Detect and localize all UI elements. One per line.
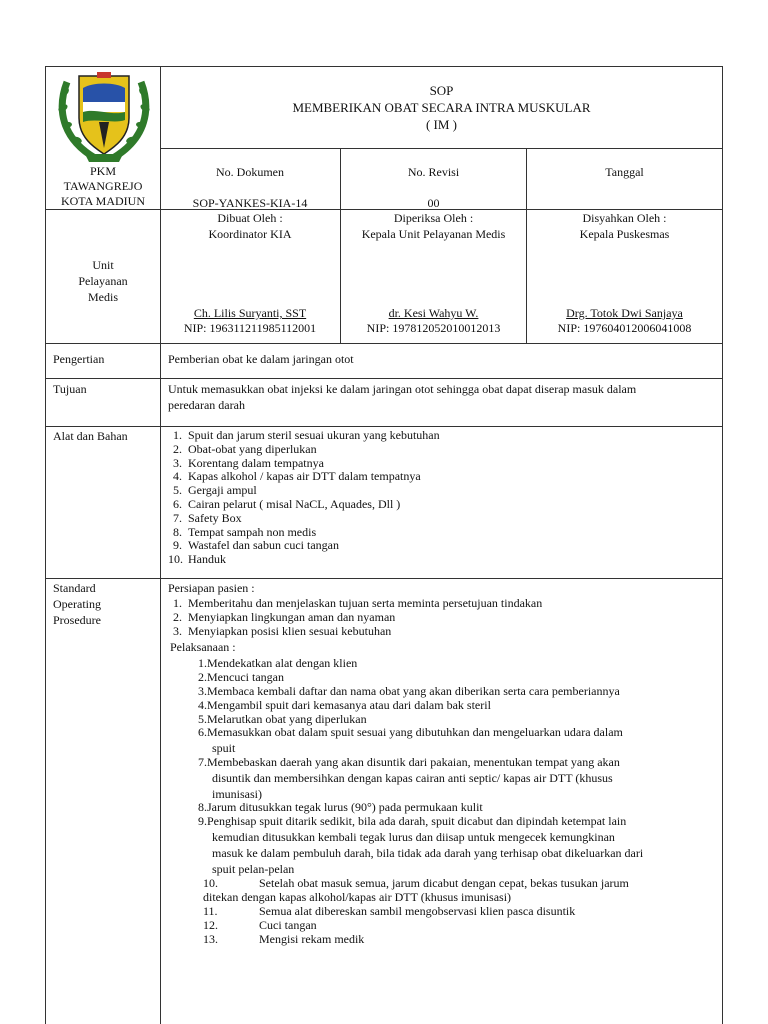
list-item: 9. Wastafel dan sabun cuci tangan <box>173 538 339 553</box>
list-item: 6. Cairan pelarut ( misal NaCL, Aquades, Dll ) <box>173 496 401 511</box>
exec-item-8: 8.Jarum ditusukkan tegak lurus (90°) pada permukaan kulit <box>198 800 483 814</box>
list-item: 5. Gergaji ampul <box>173 483 257 498</box>
exec-item-12: Cuci tangan <box>259 918 317 932</box>
list-item: 1. Spuit dan jarum steril sesuai ukuran yang kebutuhan <box>173 428 440 442</box>
exec-item-7-cont-1: disuntik dan membersihkan dengan kapas cairan anti septic/ kapas air DTT (khusus <box>212 771 613 785</box>
exec-item-12-num: 12. <box>203 918 218 932</box>
exec-item-9-cont-2: masuk ke dalam pembuluh darah, bila tidak ada darah yang terhisap obat dikeluarkan dari <box>212 846 644 860</box>
unit-label-line-3: Medis <box>88 290 118 304</box>
exec-item-3: 3.Membaca kembali daftar dan nama obat yang akan diberikan serta cara pemberiannya <box>198 684 620 698</box>
tujuan-label: Tujuan <box>53 382 87 396</box>
exec-item-1: 1.Mendekatkan alat dengan klien <box>198 656 358 670</box>
tujuan-text-line-1: Untuk memasukkan obat injeksi ke dalam jaringan otot sehingga obat dapat diserap masuk dalam <box>168 382 637 396</box>
exec-item-11: Semua alat dibereskan sambil mengobservasi klien pasca disuntik <box>259 904 576 918</box>
list-item: 2. Obat-obat yang diperlukan <box>173 441 317 456</box>
exec-item-9-cont-3: spuit pelan-pelan <box>212 862 295 876</box>
pengertian-label: Pengertian <box>53 352 105 366</box>
list-item: 1. Memberitahu dan menjelaskan tujuan serta meminta persetujuan tindakan <box>173 596 543 610</box>
list-item: 8. Tempat sampah non medis <box>173 524 317 539</box>
table-border-left <box>45 66 46 1024</box>
made-by-label: Dibuat Oleh : <box>217 211 283 225</box>
table-border-right <box>722 66 723 1024</box>
org-name-line-1: PKM <box>89 164 116 178</box>
checked-by-nip: NIP: 197812052010012013 <box>366 321 501 335</box>
revision-value: 00 <box>427 196 440 210</box>
exec-item-10-cont: ditekan dengan kapas alkohol/kapas air DTT (khusus imunisasi) <box>203 890 512 904</box>
table-border-top <box>45 66 723 67</box>
alat-label: Alat dan Bahan <box>53 429 128 443</box>
exec-item-2: 2.Mencuci tangan <box>198 670 284 684</box>
exec-item-13: Mengisi rekam medik <box>259 932 365 946</box>
alat-list <box>168 429 440 567</box>
approved-by-name: Drg. Totok Dwi Sanjaya <box>566 306 683 320</box>
pengertian-divider <box>45 378 723 379</box>
signature-divider <box>45 343 723 344</box>
exec-item-9-cont-1: kemudian ditusukkan kembali tegak lurus dan diisap untuk mengecek kemungkinan <box>212 830 615 844</box>
org-name-line-2: TAWANGREJO <box>63 179 143 193</box>
approved-by-label: Disyahkan Oleh : <box>582 211 667 225</box>
exec-item-6: 6.Memasukkan obat dalam spuit sesuai yang dibutuhkan dan mengeluarkan udara dalam <box>198 725 623 739</box>
prep-title: Persiapan pasien : <box>168 581 255 595</box>
header-divider <box>160 148 723 149</box>
made-by-name: Ch. Lilis Suryanti, SST <box>193 306 307 320</box>
exec-item-13-num: 13. <box>203 932 218 946</box>
list-item: 2. Menyiapkan lingkungan aman dan nyaman <box>173 609 396 624</box>
exec-item-10-num: 10. <box>203 876 218 890</box>
exec-title: Pelaksanaan : <box>170 640 236 654</box>
municipal-emblem-logo <box>55 68 153 164</box>
checked-by-role: Kepala Unit Pelayanan Medis <box>361 227 506 241</box>
list-item: 10. Handuk <box>168 552 226 567</box>
date-label: Tanggal <box>605 165 644 179</box>
prep-list <box>168 597 542 638</box>
tujuan-divider <box>45 426 723 427</box>
org-name-line-3: KOTA MADIUN <box>60 194 146 208</box>
revision-label: No. Revisi <box>407 165 460 179</box>
tujuan-text-line-2: peredaran darah <box>168 398 245 412</box>
approved-by-role: Kepala Puskesmas <box>579 227 670 241</box>
list-item: 4. Kapas alkohol / kapas air DTT dalam tempatnya <box>173 469 421 484</box>
made-by-role: Koordinator KIA <box>208 227 292 241</box>
sop-label-line-1: Standard <box>53 581 96 595</box>
exec-item-7: 7.Membebaskan daerah yang akan disuntik dari pakaian, menentukan tempat yang akan <box>198 755 620 769</box>
doc-number-value: SOP-YANKES-KIA-14 <box>192 196 308 210</box>
exec-item-10: Setelah obat masuk semua, jarum dicabut dengan cepat, bekas tusukan jarum <box>259 876 629 890</box>
alat-divider <box>45 578 723 579</box>
pengertian-text: Pemberian obat ke dalam jaringan otot <box>168 352 354 366</box>
list-item: 3. Korentang dalam tempatnya <box>173 455 324 470</box>
exec-item-9: 9.Penghisap spuit ditarik sedikit, bila ada darah, spuit dicabut dan dipindah ketempat lain <box>198 814 627 828</box>
checked-by-name: dr. Kesi Wahyu W. <box>388 306 479 320</box>
exec-item-4: 4.Mengambil spuit dari kemasanya atau dari dalam bak steril <box>198 698 491 712</box>
list-item: 3. Menyiapkan posisi klien sesuai kebutuhan <box>173 623 392 638</box>
exec-item-5: 5.Melarutkan obat yang diperlukan <box>198 712 367 726</box>
sop-label-line-3: Prosedure <box>53 613 101 627</box>
exec-item-7-cont-2: imunisasi) <box>212 787 262 801</box>
list-item: 7. Safety Box <box>173 510 242 525</box>
approved-by-nip: NIP: 197604012006041008 <box>557 321 692 335</box>
made-by-nip: NIP: 196311211985112001 <box>183 321 317 335</box>
exec-item-11-num: 11. <box>203 904 218 918</box>
unit-label-line-2: Pelayanan <box>78 274 128 288</box>
page-title: MEMBERIKAN OBAT SECARA INTRA MUSKULAR <box>292 100 591 115</box>
unit-label-line-1: Unit <box>92 258 114 272</box>
exec-item-6-cont: spuit <box>212 741 236 755</box>
page-title-abbrev: ( IM ) <box>425 117 458 132</box>
doc-number-label: No. Dokumen <box>216 165 284 179</box>
checked-by-label: Diperiksa Oleh : <box>393 211 474 225</box>
sop-label-line-2: Operating <box>53 597 101 611</box>
page-title-sop: SOP <box>429 83 454 98</box>
